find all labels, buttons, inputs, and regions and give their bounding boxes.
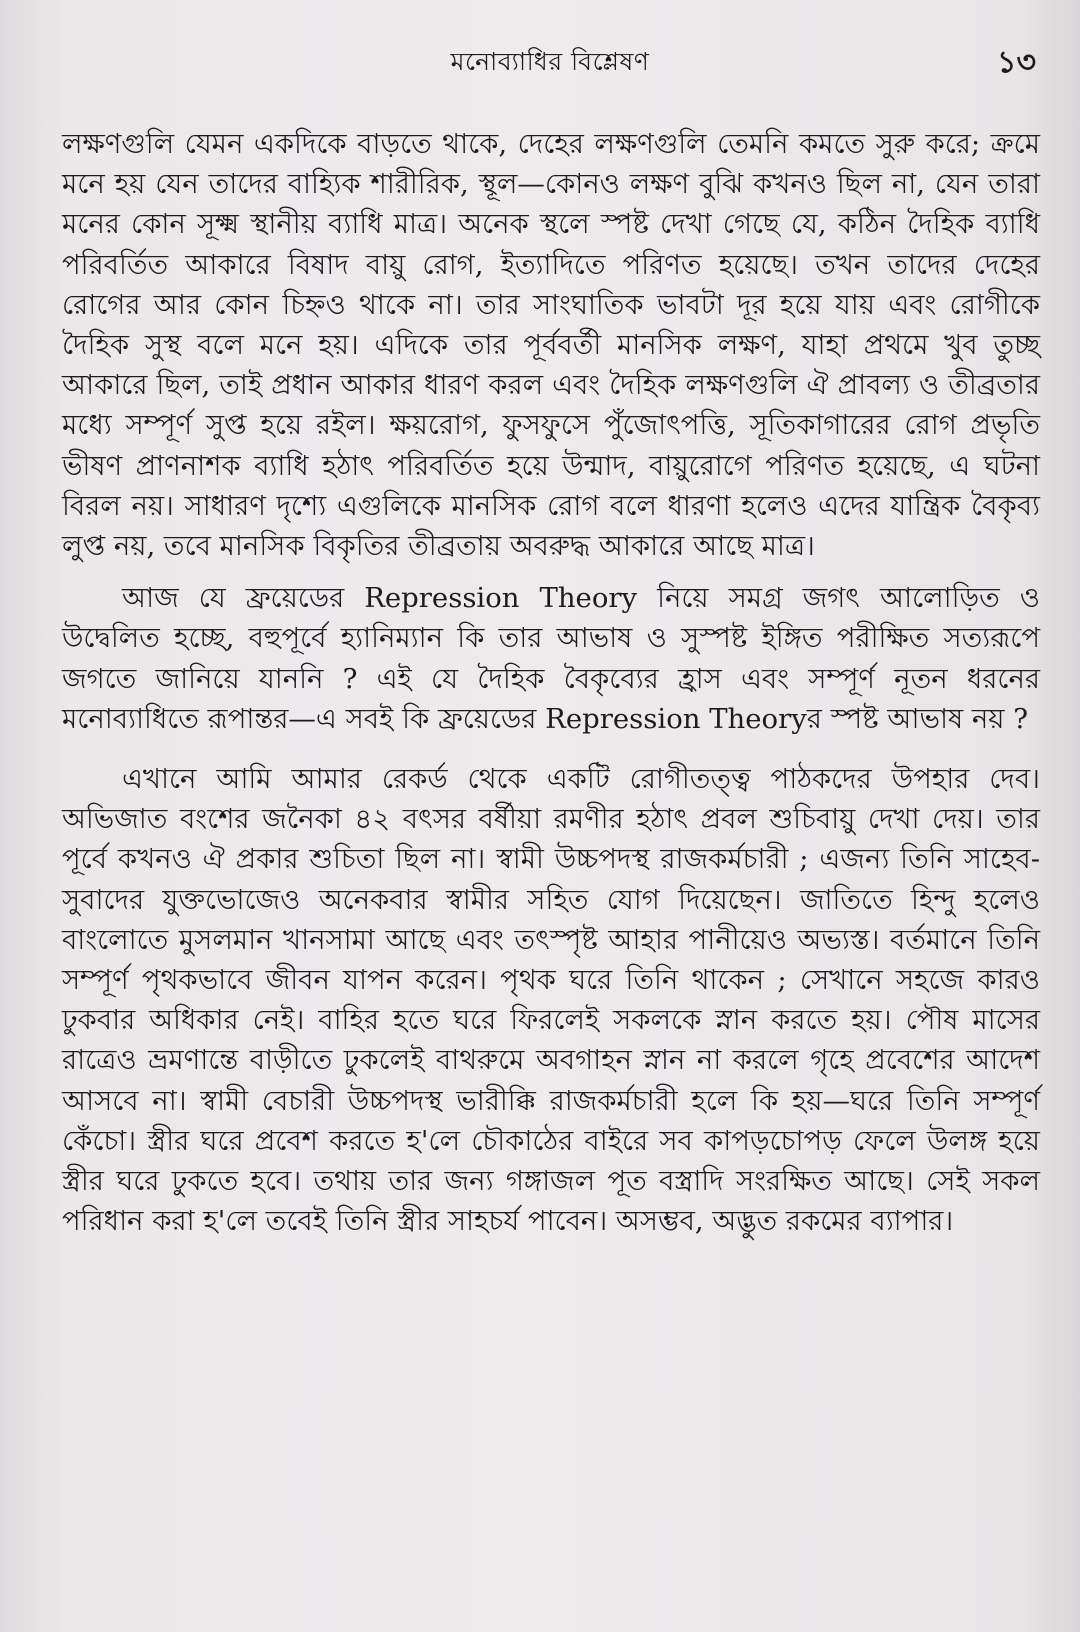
- page-header: [60, 42, 1040, 82]
- paragraph-case-record: এখানে আমি আমার রেকর্ড থেকে একটি রোগীতত্ত্ব পাঠকদের উপহার দেব। অভিজাত বংশের জনৈকা ৪২ বৎসর বর্ষীয়া রমণীর হঠাৎ প্রবল শুচিবায়ু দেখা দেয়। তার পূর্বে কখনও ঐ প্রকার শুচিতা ছিল না। স্বামী উচ্চপদস্থ রাজকর্মচারী ; এজন্য তিনি সাহেব-সুবাদের যুক্তভোজেও অনেকবার স্বামীর সহিত যোগ দিয়েছেন। জাতিতে হিন্দু হলেও বাংলোতে মুসলমান খানসামা আছে এবং তৎস্পৃষ্ট আহার পানীয়েও অভ্যস্ত। বর্তমানে তিনি সম্পূর্ণ পৃথকভাবে জীবন যাপন করেন। পৃথক ঘরে তিনি থাকেন ; সেখানে সহজে কারও ঢুকবার অধিকার নেই। বাহির হতে ঘরে ফিরলেই সকলকে স্নান করতে হয়। পৌষ মাসের রাত্রেও ভ্রমণান্তে বাড়ীতে ঢুকলেই বাথরুমে অবগাহন স্নান না করলে গৃহে প্রবেশের আদেশ আসবে না। স্বামী বেচারী উচ্চপদস্থ ভারীক্কি রাজকর্মচারী হলে কি হয়—ঘরে তিনি সম্পূর্ণ কেঁচো। স্ত্রীর ঘরে প্রবেশ করতে হ'লে চৌকাঠের বাইরে সব কাপড়চোপড় ফেলে উলঙ্গ হয়ে স্ত্রীর ঘরে ঢুকতে হবে। তথায় তার জন্য গঙ্গাজল পূত বস্ত্রাদি সংরক্ষিত আছে। সেই সকল পরিধান করা হ'লে তবেই তিনি স্ত্রীর সাহচর্য পাবেন। অসম্ভব, অদ্ভুত রকমের ব্যাপার।: [62, 763, 1040, 1238]
- running-title: মনোব্যাধির বিশ্লেষণ: [450, 47, 650, 76]
- page-number: ১৩: [997, 45, 1036, 80]
- paragraph-freud-repression: আজ যে ফ্রয়েডের Repression Theory নিয়ে সমগ্র জগৎ আলোড়িত ও উদ্বেলিত হচ্ছে, বহুপূর্বে হ্যানিম্যান কি তার আভাষ ও সুস্পষ্ট ইঙ্গিত পরীক্ষিত সত্যরূপে জগতে জানিয়ে যাননি ? এই যে দৈহিক বৈকৃব্যের হ্রাস এবং সম্পূর্ণ নূতন ধরনের মনোব্যাধিতে রূপান্তর—এ সবই কি ফ্রয়েডের Repression Theoryর স্পষ্ট আভাষ নয় ?: [62, 582, 1040, 735]
- paragraph-continued: লক্ষণগুলি যেমন একদিকে বাড়তে থাকে, দেহের লক্ষণগুলি তেমনি কমতে সুরু করে; ক্রমে মনে হয় যেন তাদের বাহ্যিক শারীরিক, স্থূল—কোনও লক্ষণ বুঝি কখনও ছিল না, যেন তারা মনের কোন সূক্ষ্ম স্থানীয় ব্যাধি মাত্র। অনেক স্থলে স্পষ্ট দেখা গেছে যে, কঠিন দৈহিক ব্যাধি পরিবর্তিত আকারে বিষাদ বায়ু রোগ, ইত্যাদিতে পরিণত হয়েছে। তখন তাদের দেহের রোগের আর কোন চিহ্নও থাকে না। তার সাংঘাতিক ভাবটা দূর হয়ে যায় এবং রোগীকে দৈহিক সুস্থ বলে মনে হয়। এদিকে তার পূর্ববর্তী মানসিক লক্ষণ, যাহা প্রথমে খুব তুচ্ছ আকারে ছিল, তাই প্রধান আকার ধারণ করল এবং দৈহিক লক্ষণগুলি ঐ প্রাবল্য ও তীব্রতার মধ্যে সম্পূর্ণ সুপ্ত হয়ে রইল। ক্ষয়রোগ, ফুসফুসে পুঁজোৎপত্তি, সূতিকাগারের রোগ প্রভৃতি ভীষণ প্রাণনাশক ব্যাধি হঠাৎ পরিবর্তিত হয়ে উন্মাদ, বায়ুরোগে পরিণত হয়েছে, এ ঘটনা বিরল নয়। সাধারণ দৃশ্যে এগুলিকে মানসিক রোগ বলে ধারণা হলেও এদের যান্ত্রিক বৈকৃব্য লুপ্ত নয়, তবে মানসিক বিকৃতির তীব্রতায় অবরুদ্ধ আকারে আছে মাত্র।: [62, 128, 1040, 563]
- body-text: [62, 124, 1040, 1241]
